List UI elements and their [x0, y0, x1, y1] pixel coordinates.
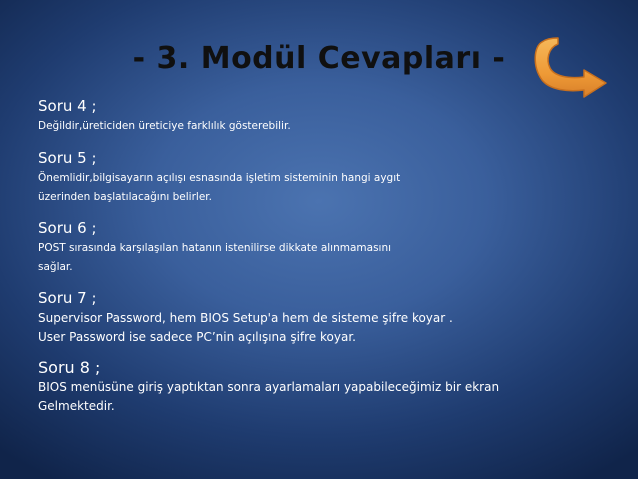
answer-block-5 [38, 148, 628, 207]
answer-line: BIOS menüsüne giriş yaptıktan sonra ayarlamaları yapabileceğimiz bir ekran [38, 380, 500, 394]
answer-block-6 [38, 218, 628, 277]
answer-line: sağlar. [38, 261, 73, 273]
answer-block-8 [38, 357, 628, 416]
answer-line: User Password ise sadece PC’nin açılışına şifre koyar. [38, 330, 356, 344]
question-label: Soru 8 ; [38, 358, 101, 377]
curved-arrow-icon[interactable] [528, 36, 610, 98]
answer-line: Değildir,üreticiden üreticiye farklılık gösterebilir. [38, 120, 291, 132]
question-label: Soru 7 ; [38, 289, 97, 307]
answer-block-7 [38, 288, 628, 347]
answer-block-4 [38, 96, 628, 136]
slide-title: - 3. Modül Cevapları - [132, 41, 506, 76]
answer-line: POST sırasında karşılaşılan hatanın istenilirse dikkate alınmamasını [38, 242, 392, 254]
question-label: Soru 5 ; [38, 149, 97, 167]
answers-list [38, 96, 628, 426]
question-label: Soru 4 ; [38, 97, 97, 115]
answer-line: Supervisor Password, hem BIOS Setup'a hem de sisteme şifre koyar . [38, 311, 453, 325]
answer-line: Önemlidir,bilgisayarın açılışı esnasında işletim sisteminin hangi aygıt [38, 172, 401, 184]
answer-line: üzerinden başlatılacağını belirler. [38, 191, 212, 203]
answer-line: Gelmektedir. [38, 399, 115, 413]
question-label: Soru 6 ; [38, 219, 97, 237]
